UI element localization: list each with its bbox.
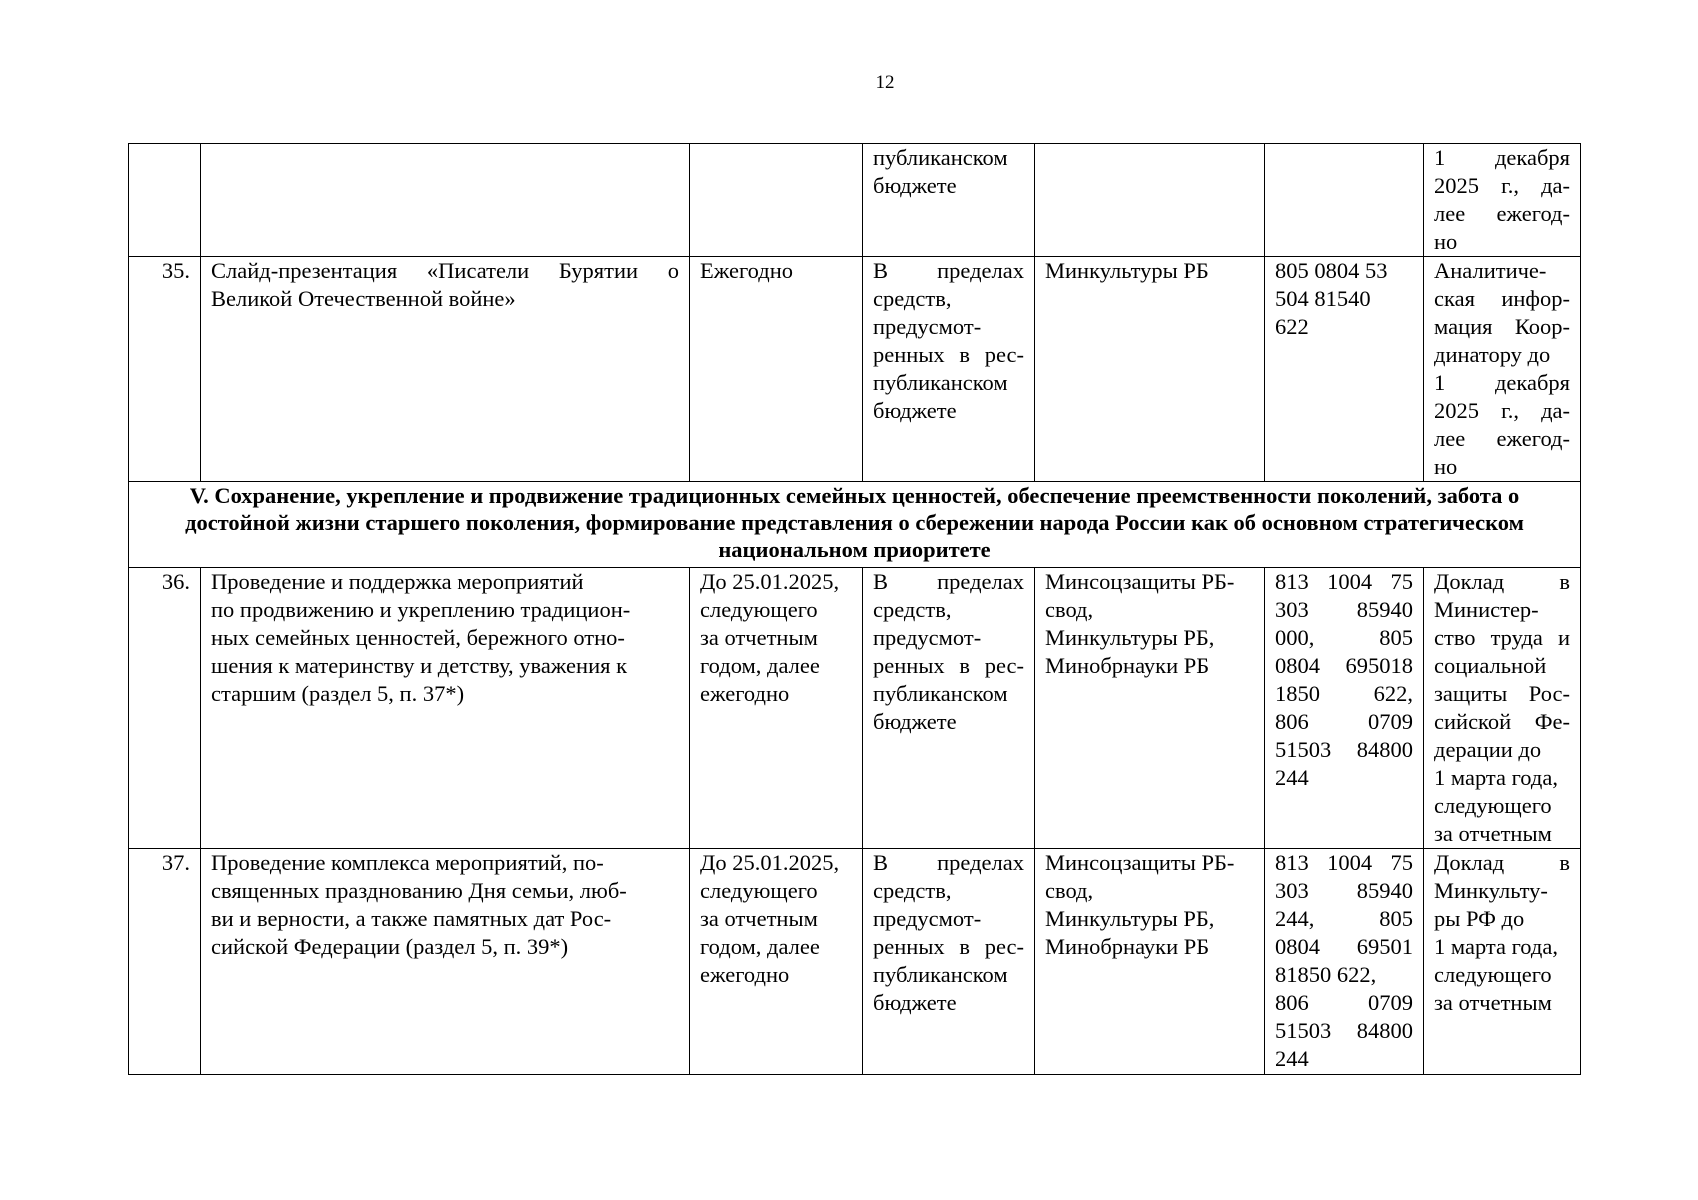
report-form: Доклад в Министер- ство труда и социальной защиты Рос- сийской Фе- дерации до 1 марта года, следующего за отчетным xyxy=(1424,568,1581,849)
executors xyxy=(1035,144,1265,257)
event-term: Ежегодно xyxy=(690,257,863,482)
event-name xyxy=(201,144,690,257)
event-term: До 25.01.2025, следующего за отчетным годом, далее ежегодно xyxy=(690,849,863,1075)
section-header-row xyxy=(129,482,1581,568)
kbk-code: 805 0804 53 504 81540 622 xyxy=(1265,257,1424,482)
executors: Минкультуры РБ xyxy=(1035,257,1265,482)
plan-table xyxy=(128,143,1581,1075)
table-row xyxy=(129,849,1581,1075)
section-title: V. Сохранение, укрепление и продвижение традиционных семейных ценностей, обеспечение преемственности поколений, забота о достойной жизни старшего поколения, формирование представления о сбережении народа России как об основном стратегическом национальном приоритете xyxy=(129,482,1581,568)
event-name: Проведение комплекса мероприятий, по- священных празднованию Дня семьи, люб- ви и верности, а также памятных дат Рос- сийской Федерации (раздел 5, п. 39*) xyxy=(201,849,690,1075)
report-form: 1 декабря 2025 г., да- лее ежегод- но xyxy=(1424,144,1581,257)
executors: Минсоцзащиты РБ- свод, Минкультуры РБ, Минобрнауки РБ xyxy=(1035,568,1265,849)
report-form: Доклад в Минкульту- ры РФ до 1 марта года, следующего за отчетным xyxy=(1424,849,1581,1075)
funding-source: В пределах средств, предусмот- ренных в рес- публиканском бюджете xyxy=(863,257,1035,482)
row-number: 35. xyxy=(129,257,201,482)
report-form: Аналитиче- ская инфор- мация Коор- динатору до 1 декабря 2025 г., да- лее ежегод- но xyxy=(1424,257,1581,482)
event-term: До 25.01.2025, следующего за отчетным годом, далее ежегодно xyxy=(690,568,863,849)
row-number xyxy=(129,144,201,257)
funding-source: В пределах средств, предусмот- ренных в рес- публиканском бюджете xyxy=(863,849,1035,1075)
row-number: 37. xyxy=(129,849,201,1075)
kbk-code: 813 1004 75 303 85940 244, 805 0804 69501 81850 622, 806 0709 51503 84800 244 xyxy=(1265,849,1424,1075)
page-number: 12 xyxy=(875,72,895,93)
row-number: 36. xyxy=(129,568,201,849)
table-row xyxy=(129,257,1581,482)
table-row xyxy=(129,568,1581,849)
event-name: Проведение и поддержка мероприятий по продвижению и укреплению традицион- ных семейных ценностей, бережного отно- шения к материнству и детству, уважения к старшим (раздел 5, п. 37*) xyxy=(201,568,690,849)
funding-source: В пределах средств, предусмот- ренных в рес- публиканском бюджете xyxy=(863,568,1035,849)
event-term xyxy=(690,144,863,257)
event-name: Слайд-презентация «Писатели Бурятии о Великой Отечественной войне» xyxy=(201,257,690,482)
table-row xyxy=(129,144,1581,257)
funding-source: публиканском бюджете xyxy=(863,144,1035,257)
kbk-code: 813 1004 75 303 85940 000, 805 0804 695018 1850 622, 806 0709 51503 84800 244 xyxy=(1265,568,1424,849)
table-body xyxy=(129,144,1581,1075)
kbk-code xyxy=(1265,144,1424,257)
executors: Минсоцзащиты РБ- свод, Минкультуры РБ, Минобрнауки РБ xyxy=(1035,849,1265,1075)
